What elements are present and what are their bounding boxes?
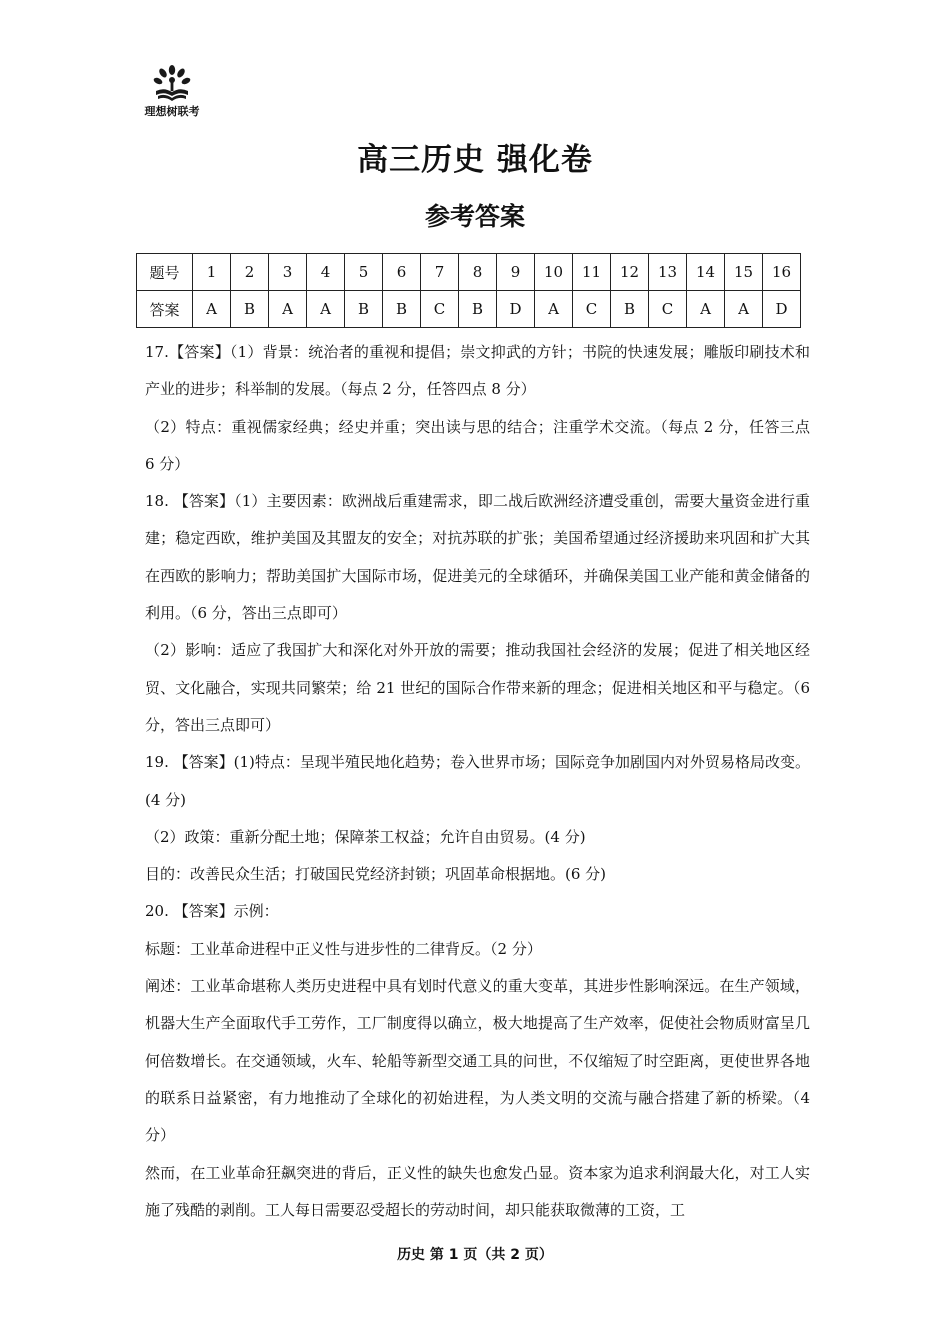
answer-paragraph: 18. 【答案】（1）主要因素：欧洲战后重建需求，即二战后欧洲经济遭受重创，需要大量资金进行重建；稳定西欧，维护美国及其盟友的安全；对抗苏联的扩张；美国希望通过经济援助来巩固和扩大其在西欧的影响力；帮助美国扩大国际市场，促进美元的全球循环，并确保美国工业产能和黄金储备的利用。（6 分，答出三点即可）	[145, 492, 810, 623]
question-number: 3	[269, 254, 307, 291]
answer-paragraph: （2）特点：重视儒家经典；经史并重；突出读与思的结合；注重学术交流。（每点 2 分，任答三点 6 分）	[145, 417, 810, 473]
answer-table	[136, 253, 801, 328]
answer-cell: B	[383, 291, 421, 328]
answer-paragraph: 然而，在工业革命狂飙突进的背后，正义性的缺失也愈发凸显。资本家为追求利润最大化，对工人实施了残酷的剥削。工人每日需要忍受超长的劳动时间，却只能获取微薄的工资，工	[145, 1163, 810, 1219]
answer-cell: A	[535, 291, 573, 328]
answer-paragraph: （2）影响：适应了我国扩大和深化对外开放的需要；推动我国社会经济的发展；促进了相关地区经贸、文化融合，实现共同繁荣；给 21 世纪的国际合作带来新的理念；促进相关地区和平与稳定。（6 分，答出三点即可）	[145, 641, 810, 734]
tree-logo-icon	[152, 64, 192, 102]
question-number: 2	[231, 254, 269, 291]
question-number: 13	[649, 254, 687, 291]
answer-cell: B	[611, 291, 649, 328]
answer-cell: C	[649, 291, 687, 328]
question-number: 6	[383, 254, 421, 291]
answer-cell: A	[307, 291, 345, 328]
question-number: 10	[535, 254, 573, 291]
answer-paragraph: 19. 【答案】(1)特点：呈现半殖民地化趋势；卷入世界市场；国际竞争加剧国内对外贸易格局改变。(4 分)	[145, 753, 810, 809]
answer-cell: A	[725, 291, 763, 328]
answer-cell: B	[459, 291, 497, 328]
question-number: 4	[307, 254, 345, 291]
answer-cell: A	[269, 291, 307, 328]
answer-cell: C	[421, 291, 459, 328]
question-number: 9	[497, 254, 535, 291]
question-number: 14	[687, 254, 725, 291]
page-footer: 历史 第 1 页（共 2 页）	[397, 1247, 553, 1263]
question-number: 15	[725, 254, 763, 291]
answer-cell: D	[497, 291, 535, 328]
question-number-row	[137, 254, 801, 291]
answer-body	[145, 334, 810, 1229]
answer-cell: A	[687, 291, 725, 328]
answer-cell: B	[345, 291, 383, 328]
answer-cell: A	[193, 291, 231, 328]
answer-cell: B	[231, 291, 269, 328]
question-number: 16	[763, 254, 801, 291]
logo-text: 理想树联考	[144, 105, 200, 118]
answer-row	[137, 291, 801, 328]
answer-cell: C	[573, 291, 611, 328]
row-label-question: 题号	[137, 254, 193, 291]
question-number: 1	[193, 254, 231, 291]
page-subtitle: 参考答案	[424, 202, 525, 231]
row-label-answer: 答案	[137, 291, 193, 328]
logo	[140, 64, 204, 119]
answer-cell: D	[763, 291, 801, 328]
answer-paragraph: 目的：改善民众生活；打破国民党经济封锁；巩固革命根据地。(6 分)	[145, 865, 607, 884]
answer-paragraph: （2）政策：重新分配土地；保障茶工权益；允许自由贸易。(4 分)	[145, 827, 586, 846]
question-number: 11	[573, 254, 611, 291]
answer-paragraph: 标题：工业革命进程中正义性与进步性的二律背反。（2 分）	[145, 939, 542, 958]
question-number: 5	[345, 254, 383, 291]
answer-paragraph: 阐述：工业革命堪称人类历史进程中具有划时代意义的重大变革，其进步性影响深远。在生产领域，机器大生产全面取代手工劳作，工厂制度得以确立，极大地提高了生产效率，促使社会物质财富呈几何倍数增长。在交通领域，火车、轮船等新型交通工具的问世，不仅缩短了时空距离，更使世界各地的联系日益紧密，有力地推动了全球化的初始进程，为人类文明的交流与融合搭建了新的桥梁。（4 分）	[145, 977, 810, 1145]
question-number: 12	[611, 254, 649, 291]
page-title: 高三历史 强化卷	[357, 142, 593, 178]
question-number: 7	[421, 254, 459, 291]
answer-paragraph: 17.【答案】（1）背景：统治者的重视和提倡；崇文抑武的方针；书院的快速发展；雕版印刷技术和产业的进步；科举制的发展。（每点 2 分，任答四点 8 分）	[145, 343, 810, 399]
answer-paragraph: 20. 【答案】示例：	[145, 902, 279, 921]
question-number: 8	[459, 254, 497, 291]
